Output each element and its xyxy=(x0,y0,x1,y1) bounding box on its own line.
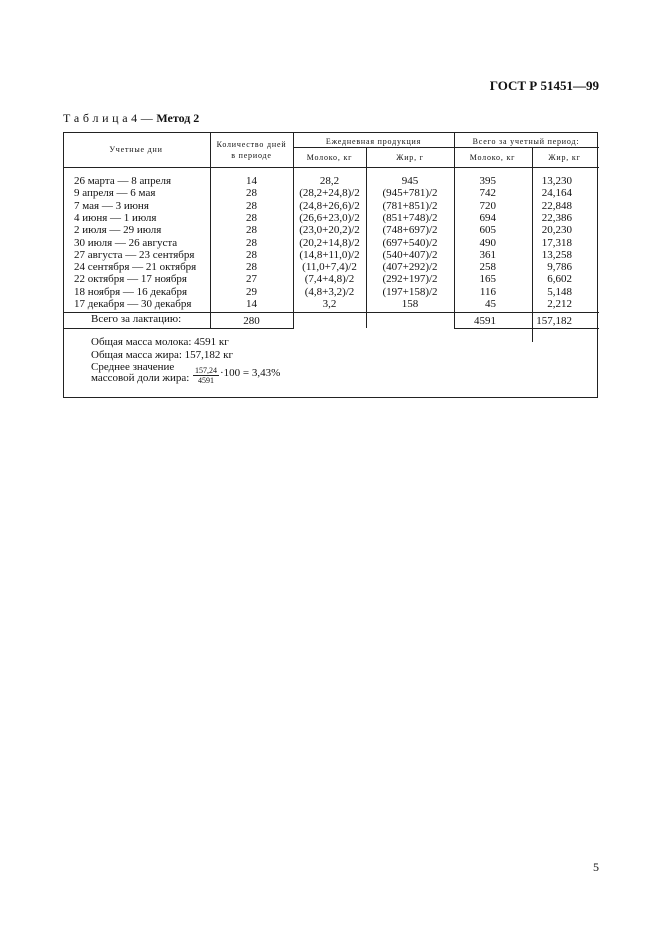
row-7-milk: (14,8+11,0)/2 xyxy=(299,248,360,261)
header-fat: Жир, г xyxy=(396,153,424,162)
row-11-days: 14 xyxy=(246,298,257,310)
row-8-total-milk: 258 xyxy=(479,261,496,274)
total-milk: 4591 xyxy=(474,315,496,327)
row-9-fat: (292+197)/2 xyxy=(382,273,438,286)
row-1-period: 26 марта — 8 апреля xyxy=(74,175,172,187)
row-9-period: 22 октября — 17 ноября xyxy=(74,273,187,286)
header-daily-production: Ежедневная продукция xyxy=(325,137,422,146)
fraction-result: ·100 = 3,43% xyxy=(220,367,281,379)
row-5-total-milk: 605 xyxy=(479,224,496,237)
row-1-days: 14 xyxy=(246,175,257,187)
fraction-denominator: 4591 xyxy=(198,376,214,385)
row-4-period: 4 июня — 1 июля xyxy=(74,211,157,224)
row-10-total-milk: 116 xyxy=(479,285,496,298)
header-days-line1: Количество дней xyxy=(216,140,287,149)
total-fat: 157,182 xyxy=(536,315,572,327)
row-2-fat: (945+781)/2 xyxy=(382,187,438,200)
hline-total-bottom-right xyxy=(454,328,599,329)
row-6-period: 30 июля — 26 августа xyxy=(74,236,178,249)
table-caption xyxy=(63,111,199,126)
row-8-days: 28 xyxy=(246,261,257,274)
row-8-fat: (407+292)/2 xyxy=(382,261,438,274)
row-7-period: 27 августа — 23 сентября xyxy=(74,248,195,261)
table-caption-method: Метод 2 xyxy=(156,111,200,125)
row-4-total-milk: 694 xyxy=(479,211,496,224)
header-total-milk: Молоко, кг xyxy=(469,153,516,162)
row-2-period: 9 апреля — 6 мая xyxy=(74,187,156,200)
row-4-days: 28 xyxy=(246,211,257,224)
row-4-milk: (26,6+23,0)/2 xyxy=(299,211,360,224)
page-number: 5 xyxy=(593,860,599,874)
row-3-total-fat: 22,848 xyxy=(541,199,572,212)
row-11-fat: 158 xyxy=(401,298,419,310)
row-10-fat: (197+158)/2 xyxy=(382,285,438,298)
hline-total-bottom-left xyxy=(64,328,210,329)
fraction-numerator: 157,24 xyxy=(195,366,217,375)
row-2-total-milk: 742 xyxy=(479,187,496,200)
row-3-fat: (781+851)/2 xyxy=(382,199,438,212)
hline-header-bottom xyxy=(64,167,599,168)
hline-subheader xyxy=(293,147,599,148)
document-code: ГОСТ Р 51451—99 xyxy=(489,78,599,93)
hline-total-bottom-days xyxy=(210,328,294,329)
row-6-milk: (20,2+14,8)/2 xyxy=(299,236,360,249)
row-6-total-milk: 490 xyxy=(479,236,496,249)
row-9-days: 27 xyxy=(246,273,257,286)
row-1-milk: 28,2 xyxy=(319,175,340,187)
row-10-period: 18 ноября — 16 декабря xyxy=(74,285,188,298)
row-11-total-milk: 45 xyxy=(485,298,496,310)
row-5-days: 28 xyxy=(246,224,257,237)
row-11-total-fat: 2,212 xyxy=(547,298,572,310)
row-9-total-milk: 165 xyxy=(479,273,496,286)
row-5-milk: (23,0+20,2)/2 xyxy=(299,224,360,237)
row-1-total-fat: 13,230 xyxy=(541,175,572,187)
header-days-line2: в периоде xyxy=(231,151,272,160)
row-4-fat: (851+748)/2 xyxy=(382,211,438,224)
row-5-fat: (748+697)/2 xyxy=(382,224,438,237)
note-milk-mass: Общая масса молока: 4591 кг xyxy=(91,336,229,348)
row-10-milk: (4,8+3,2)/2 xyxy=(304,285,355,298)
row-11-milk: 3,2 xyxy=(322,298,337,310)
row-7-total-milk: 361 xyxy=(479,248,496,261)
row-1-total-milk: 395 xyxy=(479,175,496,187)
row-10-days: 29 xyxy=(246,285,257,298)
row-5-total-fat: 20,230 xyxy=(541,224,572,237)
total-label: Всего за лактацию: xyxy=(91,313,182,325)
row-3-milk: (24,8+26,6)/2 xyxy=(299,199,360,212)
row-7-days: 28 xyxy=(246,248,257,261)
total-days: 280 xyxy=(243,315,260,327)
header-period: Учетные дни xyxy=(109,145,163,154)
row-1-fat: 945 xyxy=(401,175,419,187)
row-3-days: 28 xyxy=(246,199,257,212)
row-8-total-fat: 9,786 xyxy=(547,261,572,274)
note-fat-mass: Общая масса жира: 157,182 кг xyxy=(91,349,234,361)
note-average-line2: массовой доли жира: xyxy=(91,372,190,384)
row-3-total-milk: 720 xyxy=(479,199,496,212)
row-9-total-fat: 6,602 xyxy=(547,273,572,286)
row-2-days: 28 xyxy=(246,187,257,200)
row-3-period: 7 мая — 3 июня xyxy=(74,199,149,212)
row-7-total-fat: 13,258 xyxy=(541,248,572,261)
row-6-total-fat: 17,318 xyxy=(541,236,572,249)
row-2-total-fat: 24,164 xyxy=(541,187,572,200)
row-2-milk: (28,2+24,8)/2 xyxy=(299,187,360,200)
row-7-fat: (540+407)/2 xyxy=(382,248,438,261)
table-caption-label: Т а б л и ц а 4 — xyxy=(63,111,154,125)
header-total-period: Всего за учетный период: xyxy=(472,137,580,146)
row-4-total-fat: 22,386 xyxy=(541,211,572,224)
note-average-line1: Среднее значение xyxy=(91,361,175,373)
row-10-total-fat: 5,148 xyxy=(547,285,572,298)
row-9-milk: (7,4+4,8)/2 xyxy=(304,273,355,286)
header-milk: Молоко, кг xyxy=(306,153,353,162)
row-6-days: 28 xyxy=(246,236,257,249)
row-6-fat: (697+540)/2 xyxy=(382,236,438,249)
row-8-milk: (11,0+7,4)/2 xyxy=(302,261,357,274)
row-8-period: 24 сентября — 21 октября xyxy=(74,261,197,274)
header-total-fat: Жир, кг xyxy=(548,153,581,162)
row-5-period: 2 июля — 29 июля xyxy=(74,224,162,237)
row-11-period: 17 декабря — 30 декабря xyxy=(74,298,192,310)
